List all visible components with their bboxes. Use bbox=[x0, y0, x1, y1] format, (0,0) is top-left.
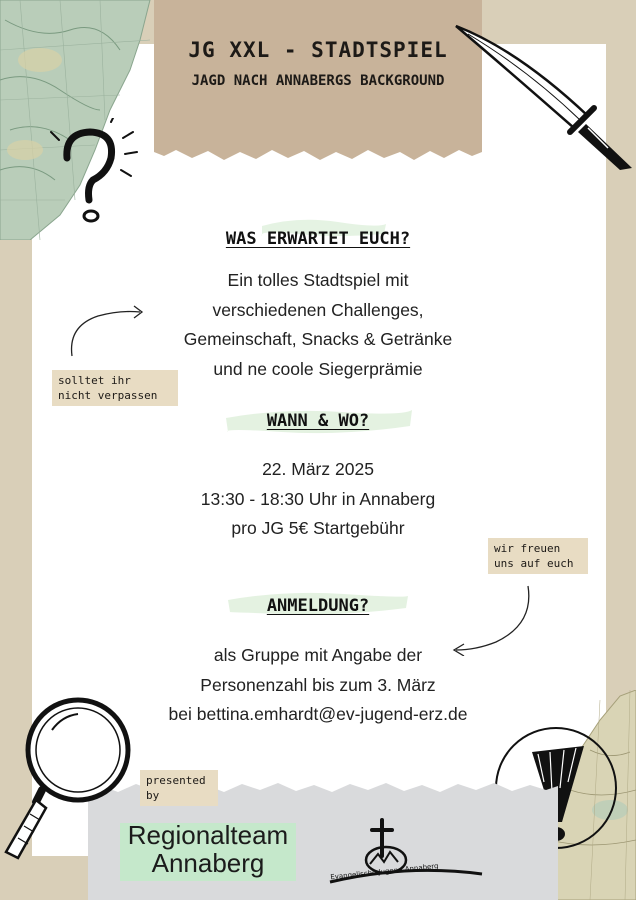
note-looking-forward bbox=[488, 538, 588, 574]
regionalteam-logo-text bbox=[120, 821, 296, 877]
heading-when: WANN & WO? bbox=[266, 411, 370, 431]
expect-line: Ein tolles Stadtspiel mit bbox=[227, 270, 409, 290]
note-not-miss bbox=[52, 370, 178, 406]
register-line: Personenzahl bis zum 3. März bbox=[200, 674, 436, 695]
expect-line: verschiedenen Challenges, bbox=[212, 299, 424, 320]
note-line: solltet ihr bbox=[58, 374, 131, 387]
note-line: wir freuen bbox=[494, 542, 561, 555]
note-presented-by bbox=[140, 770, 218, 806]
expect-line: Gemeinschaft, Snacks & Getränke bbox=[183, 329, 453, 349]
expect-line: und ne coole Siegerprämie bbox=[213, 358, 423, 379]
logo-line: Annaberg bbox=[151, 848, 265, 878]
magnifier-icon bbox=[0, 690, 140, 860]
question-mark-icon bbox=[45, 118, 145, 230]
note-line: presented bbox=[146, 774, 206, 787]
note-line: uns auf euch bbox=[494, 557, 574, 570]
note-line: nicht verpassen bbox=[58, 389, 158, 402]
when-line: pro JG 5€ Startgebühr bbox=[231, 518, 405, 538]
heading-register: ANMELDUNG? bbox=[266, 596, 370, 616]
when-text bbox=[0, 455, 636, 544]
when-line: 22. März 2025 bbox=[262, 459, 374, 479]
when-line: 13:30 - 18:30 Uhr in Annaberg bbox=[200, 488, 436, 509]
note-line: by bbox=[146, 789, 160, 802]
register-line: als Gruppe mit Angabe der bbox=[213, 645, 423, 665]
page-title: JG XXL - STADTSPIEL bbox=[188, 38, 448, 62]
page-subtitle: JAGD NACH ANNABERGS BACKGROUND bbox=[191, 73, 445, 89]
knife-icon bbox=[448, 20, 636, 170]
logo-line: Regionalteam bbox=[127, 820, 289, 850]
heading-expect: WAS ERWARTET EUCH? bbox=[225, 229, 411, 249]
register-line: bei bettina.emhardt@ev-jugend-erz.de bbox=[168, 704, 468, 724]
tape-torn-edge bbox=[154, 138, 482, 168]
ev-jugend-logo-text: Evangelische Jugend Annaberg bbox=[330, 862, 439, 882]
arrow-icon bbox=[64, 302, 148, 360]
